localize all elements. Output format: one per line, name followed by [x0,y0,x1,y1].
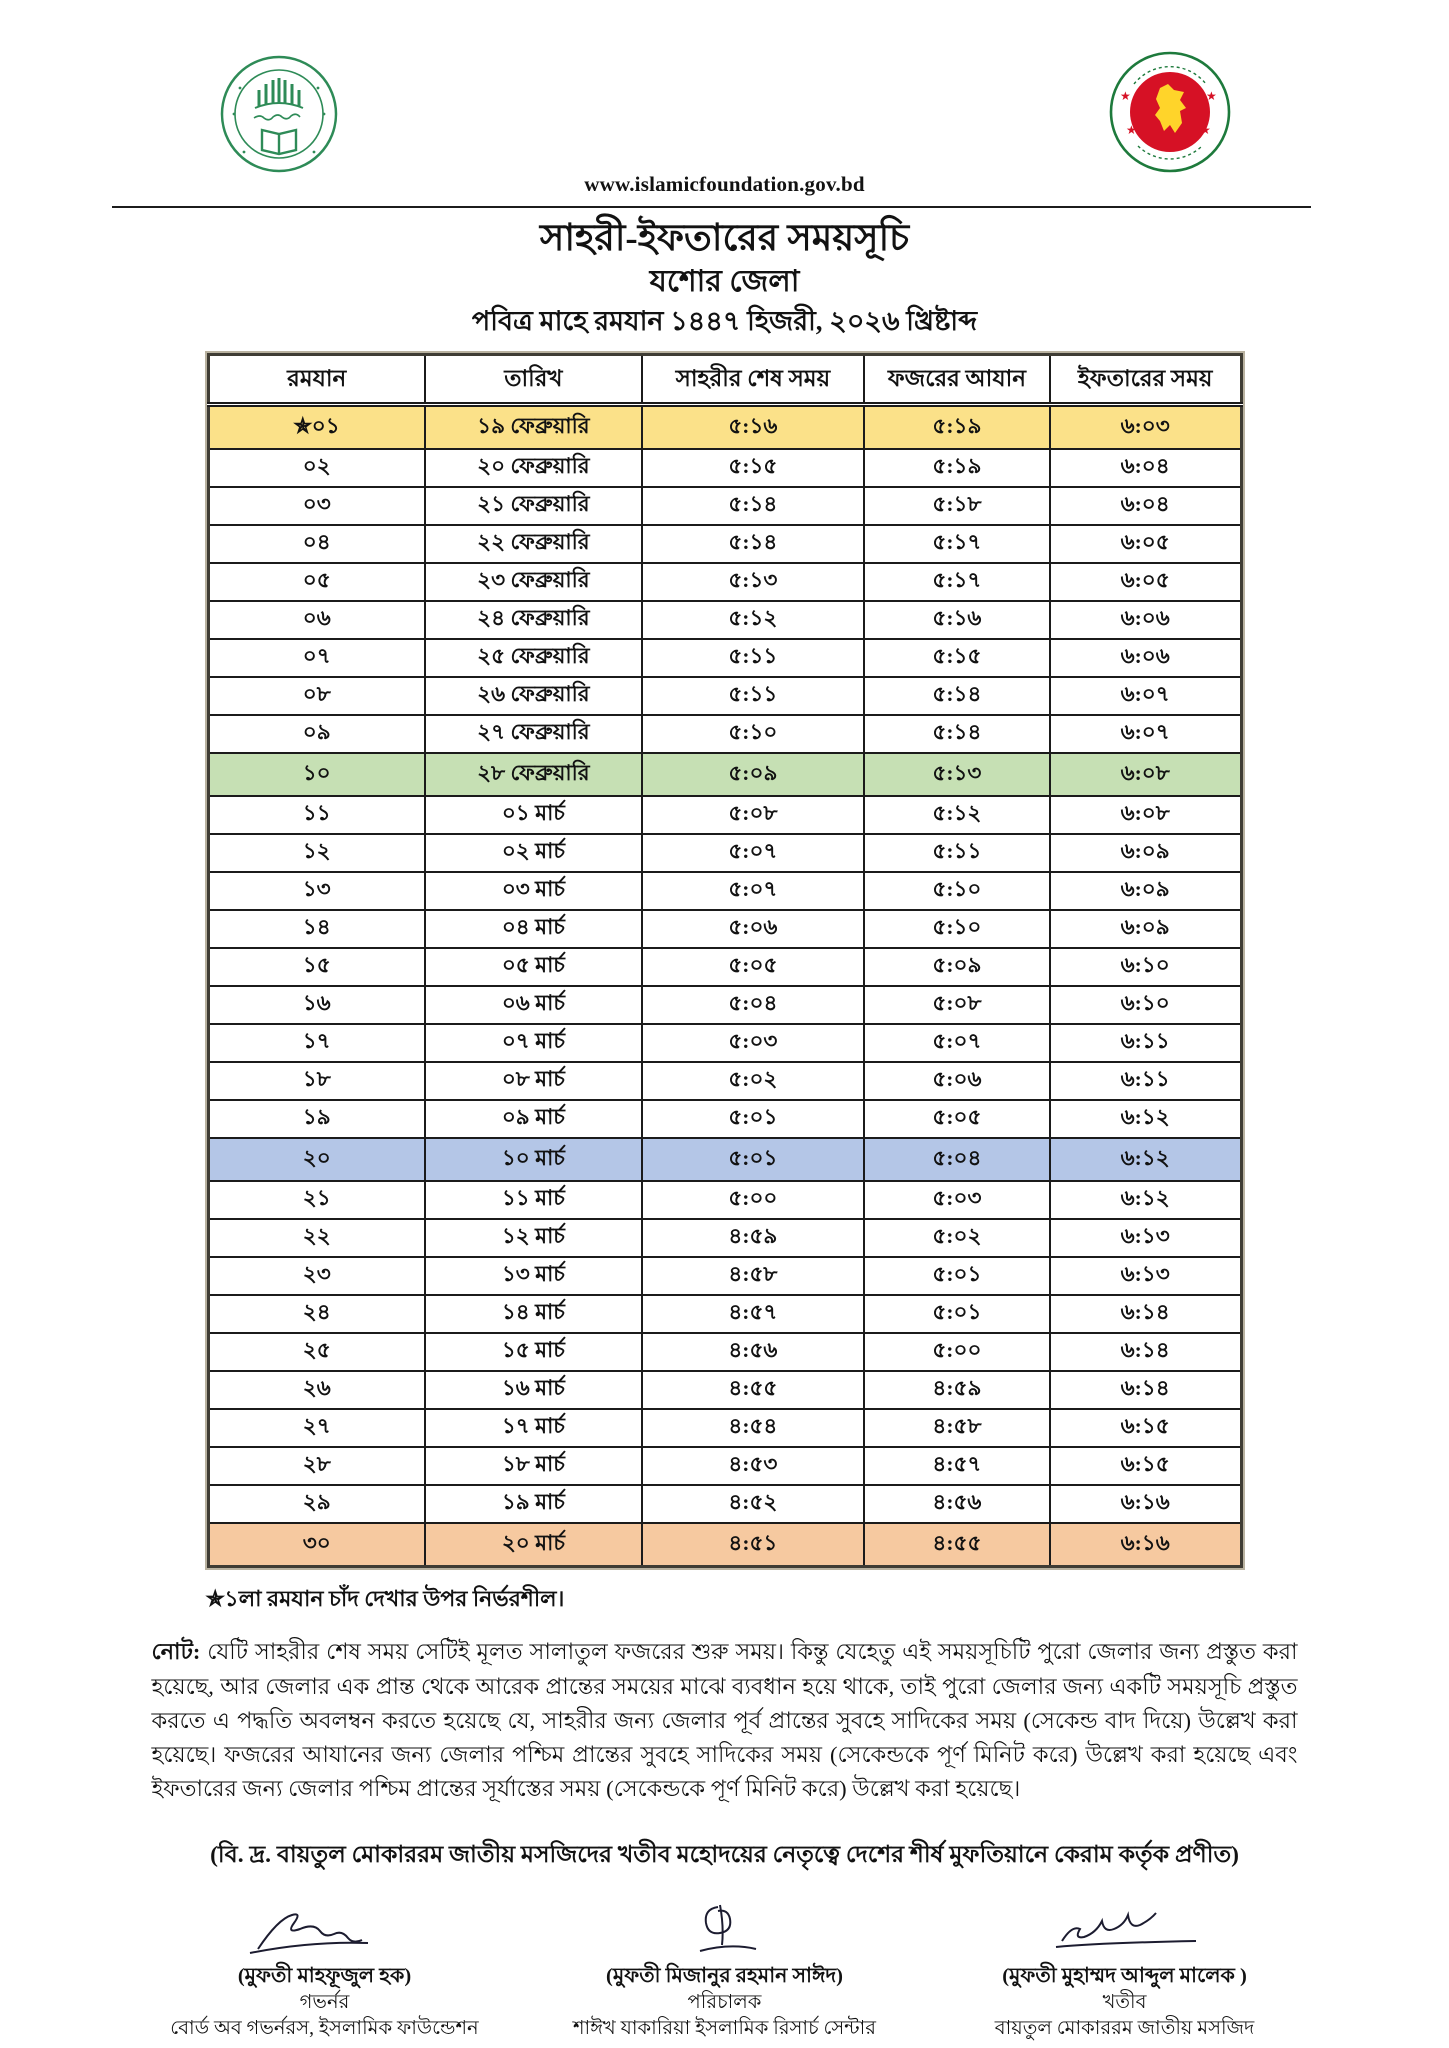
cell-fajr: ৫:০৬ [864,1062,1050,1100]
cell-iftar: ৬:১৫ [1050,1409,1241,1447]
signature-block-director [545,1901,905,2042]
cell-date: ২৩ ফেব্রুয়ারি [425,563,642,601]
cell-sehri: ৫:০৭ [642,872,864,910]
svg-text:★: ★ [1206,89,1217,103]
cell-ramadan: ০২ [208,449,425,487]
table-row [208,1062,1241,1100]
cell-iftar: ৬:১১ [1050,1024,1241,1062]
table-row [208,487,1241,525]
attribution-line: (বি. দ্র. বায়তুল মোকাররম জাতীয় মসজিদের খতীব মহোদয়ের নেতৃত্বে দেশের শীর্ষ মুফতিয়ানে কেরাম কর্তৃক প্রণীত) [210,1842,1239,1869]
cell-fajr: ৫:১৭ [864,525,1050,563]
cell-ramadan: ২৫ [208,1333,425,1371]
cell-iftar: ৬:০৪ [1050,487,1241,525]
cell-iftar: ৬:০৯ [1050,910,1241,948]
cell-date: ১৬ মার্চ [425,1371,642,1409]
cell-date: ২০ মার্চ [425,1523,642,1567]
cell-iftar: ৬:০৭ [1050,715,1241,753]
cell-sehri: ৫:১২ [642,601,864,639]
table-row [208,405,1241,450]
cell-fajr: ৫:০২ [864,1219,1050,1257]
cell-date: ১৪ মার্চ [425,1295,642,1333]
cell-iftar: ৬:১০ [1050,948,1241,986]
cell-ramadan: ১৯ [208,1100,425,1138]
table-body [208,405,1241,1567]
cell-fajr: ৪:৫৯ [864,1371,1050,1409]
cell-date: ২৮ ফেব্রুয়ারি [425,753,642,796]
cell-ramadan: ২২ [208,1219,425,1257]
cell-ramadan: ০৮ [208,677,425,715]
cell-date: ২৪ ফেব্রুয়ারি [425,601,642,639]
table-row [208,986,1241,1024]
cell-ramadan: ১৭ [208,1024,425,1062]
cell-sehri: ৪:৫৮ [642,1257,864,1295]
table-row [208,639,1241,677]
cell-iftar: ৬:১৩ [1050,1219,1241,1257]
signature-scribble-icon [240,1901,410,1961]
cell-date: ০১ মার্চ [425,796,642,834]
cell-fajr: ৫:০০ [864,1333,1050,1371]
cell-iftar: ৬:০৯ [1050,834,1241,872]
moon-sighting-footnote: ✯১লা রমযান চাঁদ দেখার উপর নির্ভরশীল। [206,1586,565,1612]
cell-sehri: ৫:০০ [642,1181,864,1219]
signatory-name: (মুফতী মাহফূজুল হক) [237,1965,412,1988]
col-header-sehri-end: সাহরীর শেষ সময় [642,355,864,405]
cell-date: ১২ মার্চ [425,1219,642,1257]
cell-fajr: ৫:০৭ [864,1024,1050,1062]
cell-date: ১০ মার্চ [425,1138,642,1181]
cell-fajr: ৫:১২ [864,796,1050,834]
col-header-ramadan: রমযান [208,355,425,405]
cell-ramadan: ০৩ [208,487,425,525]
cell-fajr: ৫:১৯ [864,405,1050,450]
bangladesh-govt-seal-icon [1108,50,1232,174]
signatory-org: বোর্ড অব গভর্নরস, ইসলামিক ফাউন্ডেশন [170,2018,479,2040]
col-header-fajr-azan: ফজরের আযান [864,355,1050,405]
cell-ramadan: ১৮ [208,1062,425,1100]
cell-ramadan: ২৮ [208,1447,425,1485]
table-row [208,1257,1241,1295]
svg-text:★: ★ [1200,123,1211,137]
cell-sehri: ৫:০৮ [642,796,864,834]
cell-date: ২৭ ফেব্রুয়ারি [425,715,642,753]
cell-sehri: ৫:০৯ [642,753,864,796]
cell-iftar: ৬:১২ [1050,1181,1241,1219]
cell-ramadan: ২৯ [208,1485,425,1523]
table-row [208,796,1241,834]
cell-iftar: ৬:১৫ [1050,1447,1241,1485]
cell-sehri: ৫:১৪ [642,525,864,563]
table-row [208,1333,1241,1371]
cell-ramadan: ১৪ [208,910,425,948]
cell-ramadan: ০৭ [208,639,425,677]
table-row [208,1409,1241,1447]
cell-sehri: ৫:০৪ [642,986,864,1024]
cell-iftar: ৬:০৫ [1050,563,1241,601]
method-note [152,1635,1298,1806]
table-row [208,715,1241,753]
cell-iftar: ৬:১৬ [1050,1523,1241,1567]
table-row [208,525,1241,563]
cell-iftar: ৬:১৪ [1050,1295,1241,1333]
cell-date: ০৩ মার্চ [425,872,642,910]
table-row [208,872,1241,910]
cell-date: ০৭ মার্চ [425,1024,642,1062]
cell-ramadan: ২৬ [208,1371,425,1409]
svg-text:★: ★ [1120,89,1131,103]
cell-iftar: ৬:১৪ [1050,1371,1241,1409]
schedule-table [207,353,1243,1568]
cell-sehri: ৪:৫৬ [642,1333,864,1371]
cell-sehri: ৫:০৬ [642,910,864,948]
cell-sehri: ৫:১৩ [642,563,864,601]
cell-fajr: ৪:৫৫ [864,1523,1050,1567]
cell-date: ২০ ফেব্রুয়ারি [425,449,642,487]
table-row [208,1447,1241,1485]
table-row [208,1138,1241,1181]
cell-fajr: ৪:৫৮ [864,1409,1050,1447]
table-header [208,355,1241,405]
cell-date: ০২ মার্চ [425,834,642,872]
cell-date: ২১ ফেব্রুয়ারি [425,487,642,525]
cell-sehri: ৫:১৬ [642,405,864,450]
table-row [208,1485,1241,1523]
district-title: যশোর জেলা [649,264,800,298]
cell-iftar: ৬:১৪ [1050,1333,1241,1371]
cell-sehri: ৫:১৫ [642,449,864,487]
table-row [208,910,1241,948]
cell-iftar: ৬:০৫ [1050,525,1241,563]
cell-date: ১৭ মার্চ [425,1409,642,1447]
cell-sehri: ৫:০১ [642,1100,864,1138]
cell-sehri: ৪:৫৭ [642,1295,864,1333]
signature-block-governor [145,1901,505,2042]
cell-fajr: ৫:০৯ [864,948,1050,986]
signatory-title: গভর্নর [299,1992,350,2014]
table-row [208,677,1241,715]
signatory-org: বায়তুল মোকাররম জাতীয় মসজিদ [994,2018,1255,2040]
cell-ramadan: ✯০১ [208,405,425,450]
signature-scribble-icon [1040,1901,1210,1961]
cell-sehri: ৫:১৪ [642,487,864,525]
cell-sehri: ৪:৫৪ [642,1409,864,1447]
cell-ramadan: ২০ [208,1138,425,1181]
cell-iftar: ৬:১০ [1050,986,1241,1024]
cell-sehri: ৫:০১ [642,1138,864,1181]
svg-text:★: ★ [1126,123,1137,137]
signature-block-khatib [945,1901,1305,2042]
cell-fajr: ৫:১৪ [864,715,1050,753]
cell-date: ১৫ মার্চ [425,1333,642,1371]
col-header-date: তারিখ [425,355,642,405]
cell-fajr: ৫:১৫ [864,639,1050,677]
note-text: যেটি সাহরীর শেষ সময় সেটিই মূলত সালাতুল ফজরের শুরু সময়। কিন্তু যেহেতু এই সময়সূচিটি পুরো জেলার জন্য প্রস্তুত করা হয়েছে, আর জেলার এক প্রান্ত থেকে আরেক প্রান্তের সময়ের মাঝে ব্যবধান হয়ে থাকে, তাই পুরো জেলার জন্য একটি সময়সূচি প্রস্তুত করতে এ পদ্ধতি অবলম্বন করতে হয়েছে যে, সাহরীর জন্য জেলার পূর্ব প্রান্তের সুবহে সাদিকের সময় (সেকেন্ড বাদ দিয়ে) উল্লেখ করা হয়েছে। ফজরের আযানের জন্য জেলার পশ্চিম প্রান্তের সুবহে সাদিকের সময় (সেকেন্ডকে পূর্ণ মিনিট করে) উল্লেখ করা হয়েছে এবং ইফতারের জন্য জেলার পশ্চিম প্রান্তের সূর্যাস্তের সময় (সেকেন্ডকে পূর্ণ মিনিট করে) উল্লেখ করা হয়েছে। [151,1639,1298,1802]
cell-ramadan: ২১ [208,1181,425,1219]
table-row [208,601,1241,639]
cell-sehri: ৫:১১ [642,677,864,715]
cell-date: ০৪ মার্চ [425,910,642,948]
cell-iftar: ৬:১২ [1050,1138,1241,1181]
cell-iftar: ৬:০৬ [1050,601,1241,639]
cell-sehri: ৪:৫৫ [642,1371,864,1409]
cell-ramadan: ১১ [208,796,425,834]
table-row [208,1523,1241,1567]
cell-ramadan: ১৬ [208,986,425,1024]
cell-ramadan: ১৩ [208,872,425,910]
cell-fajr: ৫:১১ [864,834,1050,872]
cell-sehri: ৪:৫১ [642,1523,864,1567]
cell-fajr: ৫:১৭ [864,563,1050,601]
table-row [208,753,1241,796]
cell-iftar: ৬:০৮ [1050,753,1241,796]
islamic-foundation-logo-icon [218,48,340,188]
cell-iftar: ৬:০৬ [1050,639,1241,677]
cell-fajr: ৫:০৩ [864,1181,1050,1219]
cell-date: ১৯ মার্চ [425,1485,642,1523]
signatory-name: (মুফতী মুহাম্মদ আব্দুল মালেক ) [1002,1965,1247,1988]
cell-ramadan: ১২ [208,834,425,872]
cell-ramadan: ১০ [208,753,425,796]
cell-ramadan: ২৭ [208,1409,425,1447]
cell-date: ১১ মার্চ [425,1181,642,1219]
cell-fajr: ৫:১৩ [864,753,1050,796]
cell-fajr: ৫:০৪ [864,1138,1050,1181]
cell-fajr: ৪:৫৬ [864,1485,1050,1523]
signatory-org: শাঈখ যাকারিয়া ইসলামিক রিসার্চ সেন্টার [573,2018,876,2040]
cell-ramadan: ০৯ [208,715,425,753]
signature-scribble-icon [640,1901,810,1961]
table-row [208,1024,1241,1062]
cell-ramadan: ২৪ [208,1295,425,1333]
cell-sehri: ৪:৫৩ [642,1447,864,1485]
cell-sehri: ৪:৫৯ [642,1219,864,1257]
cell-fajr: ৫:১৮ [864,487,1050,525]
table-row [208,1181,1241,1219]
cell-sehri: ৫:০২ [642,1062,864,1100]
cell-iftar: ৬:০৪ [1050,449,1241,487]
table-row [208,948,1241,986]
table-row [208,449,1241,487]
cell-fajr: ৫:১০ [864,872,1050,910]
table-row [208,1219,1241,1257]
header-divider [112,206,1311,208]
cell-date: ২৬ ফেব্রুয়ারি [425,677,642,715]
table-row [208,834,1241,872]
cell-sehri: ৫:১০ [642,715,864,753]
table-row [208,563,1241,601]
cell-fajr: ৫:০৫ [864,1100,1050,1138]
cell-iftar: ৬:১৩ [1050,1257,1241,1295]
cell-ramadan: ০৬ [208,601,425,639]
cell-fajr: ৫:১৬ [864,601,1050,639]
table-row [208,1295,1241,1333]
cell-fajr: ৫:০১ [864,1257,1050,1295]
table-row [208,1371,1241,1409]
cell-ramadan: ০৪ [208,525,425,563]
cell-iftar: ৬:০৭ [1050,677,1241,715]
cell-iftar: ৬:১৬ [1050,1485,1241,1523]
cell-iftar: ৬:১১ [1050,1062,1241,1100]
cell-iftar: ৬:০৩ [1050,405,1241,450]
cell-date: ১৯ ফেব্রুয়ারি [425,405,642,450]
cell-fajr: ৫:১৪ [864,677,1050,715]
signature-row [145,1901,1305,2042]
cell-sehri: ৪:৫২ [642,1485,864,1523]
cell-sehri: ৫:১১ [642,639,864,677]
col-header-iftar-time: ইফতারের সময় [1050,355,1241,405]
page-title: সাহরী-ইফতারের সময়সূচি [539,218,910,259]
cell-date: ১৩ মার্চ [425,1257,642,1295]
cell-fajr: ৫:০৮ [864,986,1050,1024]
cell-iftar: ৬:০৯ [1050,872,1241,910]
cell-sehri: ৫:০৭ [642,834,864,872]
cell-ramadan: ০৫ [208,563,425,601]
cell-iftar: ৬:১২ [1050,1100,1241,1138]
cell-date: ০৮ মার্চ [425,1062,642,1100]
website-url: www.islamicfoundation.gov.bd [584,172,865,196]
signatory-title: পরিচালক [687,1992,762,2014]
cell-date: ২২ ফেব্রুয়ারি [425,525,642,563]
cell-sehri: ৫:০৩ [642,1024,864,1062]
cell-fajr: ৫:১০ [864,910,1050,948]
cell-date: ০৯ মার্চ [425,1100,642,1138]
note-label: নোট: [151,1639,201,1665]
cell-date: ২৫ ফেব্রুয়ারি [425,639,642,677]
cell-ramadan: ২৩ [208,1257,425,1295]
signatory-name: (মুফতী মিজানুর রহমান সাঈদ) [606,1965,843,1988]
cell-ramadan: ৩০ [208,1523,425,1567]
cell-fajr: ৫:০১ [864,1295,1050,1333]
cell-ramadan: ১৫ [208,948,425,986]
page-header [0,0,1449,212]
signatory-title: খতীব [1102,1992,1147,2014]
cell-date: ১৮ মার্চ [425,1447,642,1485]
cell-iftar: ৬:০৮ [1050,796,1241,834]
ramadan-year-subtitle: পবিত্র মাহে রমযান ১৪৪৭ হিজরী, ২০২৬ খ্রিষ্টাব্দ [471,306,978,337]
table-row [208,1100,1241,1138]
cell-fajr: ৪:৫৭ [864,1447,1050,1485]
cell-fajr: ৫:১৯ [864,449,1050,487]
cell-date: ০৬ মার্চ [425,986,642,1024]
cell-sehri: ৫:০৫ [642,948,864,986]
cell-date: ০৫ মার্চ [425,948,642,986]
